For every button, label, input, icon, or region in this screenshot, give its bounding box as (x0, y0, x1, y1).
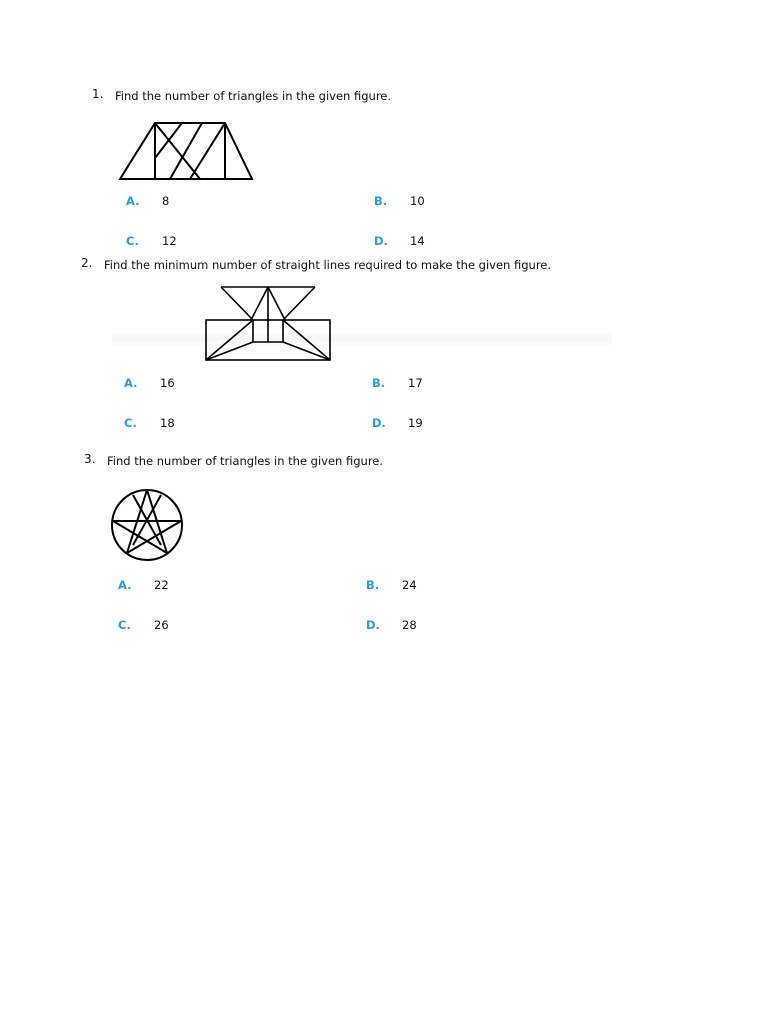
option-value: 26 (154, 618, 169, 632)
option-letter: A. (126, 194, 140, 208)
option-value: 14 (410, 234, 425, 248)
option-d[interactable] (366, 618, 417, 632)
option-value: 10 (410, 194, 425, 208)
question-text: Find the minimum number of straight lines required to make the given figure. (104, 258, 552, 272)
option-value: 8 (162, 194, 170, 208)
question-number: 1. (92, 87, 104, 101)
option-value: 18 (160, 416, 175, 430)
option-letter: A. (124, 376, 138, 390)
circle-star-figure (109, 487, 185, 563)
option-b[interactable] (372, 376, 423, 390)
background-band (112, 333, 612, 345)
option-value: 17 (408, 376, 423, 390)
option-d[interactable] (372, 416, 423, 430)
question-text: Find the number of triangles in the given figure. (115, 89, 392, 103)
rectangle-triangle-lines-figure (203, 284, 335, 364)
option-letter: C. (118, 618, 131, 632)
option-letter: D. (366, 618, 380, 632)
option-value: 28 (402, 618, 417, 632)
option-letter: C. (126, 234, 139, 248)
trapezoid-triangles-figure (118, 120, 254, 182)
option-letter: B. (366, 578, 380, 592)
option-letter: D. (372, 416, 386, 430)
option-b[interactable] (374, 194, 425, 208)
option-a[interactable] (126, 194, 169, 208)
option-letter: B. (374, 194, 388, 208)
option-value: 16 (160, 376, 175, 390)
option-value: 22 (154, 578, 169, 592)
option-c[interactable] (118, 618, 169, 632)
option-letter: D. (374, 234, 388, 248)
option-a[interactable] (118, 578, 169, 592)
option-d[interactable] (374, 234, 425, 248)
option-value: 19 (408, 416, 423, 430)
question-text: Find the number of triangles in the given figure. (107, 454, 384, 468)
option-b[interactable] (366, 578, 417, 592)
option-c[interactable] (124, 416, 175, 430)
option-letter: A. (118, 578, 132, 592)
option-c[interactable] (126, 234, 177, 248)
option-value: 24 (402, 578, 417, 592)
option-value: 12 (162, 234, 177, 248)
question-number: 3. (84, 452, 96, 466)
option-a[interactable] (124, 376, 175, 390)
question-number: 2. (81, 256, 93, 270)
option-letter: C. (124, 416, 137, 430)
option-letter: B. (372, 376, 386, 390)
